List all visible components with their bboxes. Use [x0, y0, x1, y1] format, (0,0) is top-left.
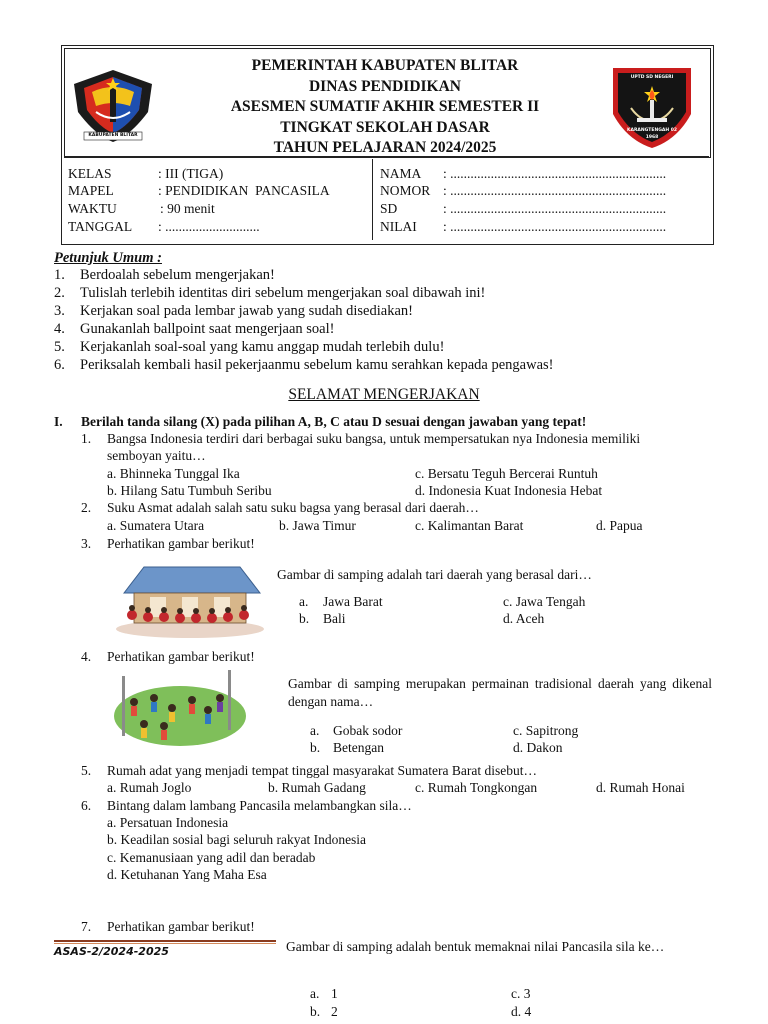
left-logo-caption: KABUPATEN BLITAR	[88, 133, 138, 138]
q3-option-b-letter: b.	[299, 611, 310, 626]
footer-code: ASAS-2/2024-2025	[54, 945, 169, 958]
q1-number: 1.	[81, 431, 92, 446]
header-line: DINAS PENDIDIKAN	[308, 77, 461, 95]
q5-option-d: d. Rumah Honai	[596, 780, 685, 795]
q7-option-c: c. 3	[511, 986, 531, 1001]
q1-text-line2: semboyan yaitu…	[107, 448, 206, 463]
header-line: PEMERINTAH KABUPATEN BLITAR	[251, 57, 519, 74]
info-label-nilai: NILAI	[380, 219, 417, 234]
info-label-waktu: WAKTU	[68, 201, 117, 216]
q4-option-b: Betengan	[333, 740, 384, 755]
selamat-heading: SELAMAT MENGERJAKAN	[288, 386, 480, 403]
q6-option-d: d. Ketuhanan Yang Maha Esa	[107, 867, 267, 882]
footer-divider-thin	[54, 943, 276, 944]
q5-option-c: c. Rumah Tongkongan	[415, 780, 538, 795]
q5-number: 5.	[81, 763, 92, 778]
q2-option-d: d. Papua	[596, 518, 643, 533]
q4-option-a: Gobak sodor	[333, 723, 403, 738]
petunjuk-item: Berdoalah sebelum mengerjakan!	[80, 267, 275, 283]
info-label-kelas: KELAS	[68, 166, 112, 181]
info-value-nomor: : ................................................................	[443, 183, 667, 198]
q7-option-a: 1	[331, 986, 338, 1001]
q6-option-b: b. Keadilan sosial bagi seluruh rakyat Indonesia	[107, 832, 367, 847]
info-value-nilai: : ................................................................	[443, 219, 667, 234]
q5-option-a: a. Rumah Joglo	[107, 780, 192, 795]
footer-divider	[54, 940, 276, 942]
q7-option-b: 2	[331, 1004, 338, 1019]
right-logo-text-bottom: KARANGTENGAH 02	[627, 128, 677, 133]
q4-option-c: c. Sapitrong	[513, 723, 579, 738]
q2-number: 2.	[81, 500, 92, 515]
petunjuk-title: Petunjuk Umum :	[54, 250, 162, 266]
q4-description: Gambar di samping merupakan permainan tradisional daerah yang dikenal dengan nama…	[288, 676, 712, 709]
info-value-kelas: : III (TIGA)	[158, 166, 224, 181]
q3-number: 3.	[81, 536, 92, 551]
q5-text: Rumah adat yang menjadi tempat tinggal masyarakat Sumatera Barat disebut…	[107, 763, 537, 778]
q3-description: Gambar di samping adalah tari daerah yang berasal dari…	[277, 567, 592, 582]
q3-option-a-letter: a.	[299, 594, 309, 609]
q3-option-d: d. Aceh	[503, 611, 545, 626]
header-line: TINGKAT SEKOLAH DASAR	[280, 118, 490, 136]
petunjuk-num: 4.	[54, 321, 65, 337]
petunjuk-item: Kerjakan soal pada lembar jawab yang sudah disediakan!	[80, 303, 413, 319]
info-label-sd: SD	[380, 201, 398, 216]
q6-text: Bintang dalam lambang Pancasila melambangkan sila…	[107, 798, 412, 813]
q7-option-a-letter: a.	[310, 986, 320, 1001]
header-title	[160, 56, 610, 159]
q4-text: Perhatikan gambar berikut!	[107, 649, 255, 664]
q7-text: Perhatikan gambar berikut!	[107, 919, 255, 934]
q1-option-b: b. Hilang Satu Tumbuh Seribu	[107, 483, 272, 498]
petunjuk-item: Kerjakanlah soal-soal yang kamu anggap mudah terlebih dulu!	[80, 339, 445, 355]
q7-number: 7.	[81, 919, 92, 934]
q7-option-b-letter: b.	[310, 1004, 321, 1019]
info-value-mapel: : PENDIDIKAN PANCASILA	[158, 183, 330, 198]
q2-option-c: c. Kalimantan Barat	[415, 518, 524, 533]
q4-number: 4.	[81, 649, 92, 664]
petunjuk-num: 3.	[54, 303, 65, 319]
dance-illustration-icon	[110, 563, 264, 639]
info-value-waktu: : 90 menit	[160, 201, 215, 216]
info-value-nama: : ................................................................	[443, 166, 667, 181]
q1-option-c: c. Bersatu Teguh Bercerai Runtuh	[415, 466, 598, 481]
section-number: I.	[54, 414, 63, 429]
info-column-divider	[372, 159, 373, 240]
header-line: TAHUN PELAJARAN 2024/2025	[273, 139, 497, 156]
q6-option-c: c. Kemanusiaan yang adil dan beradab	[107, 850, 316, 865]
q3-option-a: Jawa Barat	[323, 594, 383, 609]
q4-option-a-letter: a.	[310, 723, 320, 738]
petunjuk-item: Gunakanlah ballpoint saat mengerjaan soal!	[80, 321, 335, 337]
q5-option-b: b. Rumah Gadang	[268, 780, 366, 795]
right-logo-year: 1968	[645, 135, 659, 140]
q3-option-b: Bali	[323, 611, 346, 626]
q1-text-line1: Bangsa Indonesia terdiri dari berbagai suku bangsa, untuk mempersatukan nya Indonesia memiliki	[107, 431, 641, 446]
info-label-nama: NAMA	[380, 166, 422, 181]
petunjuk-num: 6.	[54, 357, 65, 373]
q1-option-a: a. Bhinneka Tunggal Ika	[107, 466, 240, 481]
right-logo-text-top: UPTD SD NEGERI	[630, 75, 674, 80]
header-line: ASESMEN SUMATIF AKHIR SEMESTER II	[230, 98, 540, 115]
q4-option-b-letter: b.	[310, 740, 321, 755]
info-value-sd: : ................................................................	[443, 201, 667, 216]
q7-option-d: d. 4	[511, 1004, 532, 1019]
info-value-tanggal: : ............................	[158, 219, 260, 234]
q7-description: Gambar di samping adalah bentuk memaknai nilai Pancasila sila ke…	[286, 939, 665, 954]
q4-option-d: d. Dakon	[513, 740, 563, 755]
q2-option-a: a. Sumatera Utara	[107, 518, 205, 533]
q6-option-a: a. Persatuan Indonesia	[107, 815, 229, 830]
petunjuk-num: 1.	[54, 267, 65, 283]
q2-text: Suku Asmat adalah salah satu suku bagsa yang berasal dari daerah…	[107, 500, 479, 515]
petunjuk-num: 2.	[54, 285, 65, 301]
info-label-tanggal: TANGGAL	[68, 219, 133, 234]
petunjuk-item: Tulislah terlebih identitas diri sebelum mengerjakan soal dibawah ini!	[80, 285, 486, 301]
q1-option-d: d. Indonesia Kuat Indonesia Hebat	[415, 483, 603, 498]
q3-option-c: c. Jawa Tengah	[503, 594, 586, 609]
q6-number: 6.	[81, 798, 92, 813]
traditional-game-illustration-icon	[108, 668, 246, 748]
q2-option-b: b. Jawa Timur	[279, 518, 356, 533]
petunjuk-item: Periksalah kembali hasil pekerjaanmu sebelum kamu serahkan kepada pengawas!	[80, 357, 554, 373]
info-label-mapel: MAPEL	[68, 183, 114, 198]
q3-text: Perhatikan gambar berikut!	[107, 536, 255, 551]
petunjuk-num: 5.	[54, 339, 65, 355]
section-instruction: Berilah tanda silang (X) pada pilihan A, B, C atau D sesuai dengan jawaban yang tepat!	[81, 414, 587, 429]
info-label-nomor: NOMOR	[380, 183, 431, 198]
